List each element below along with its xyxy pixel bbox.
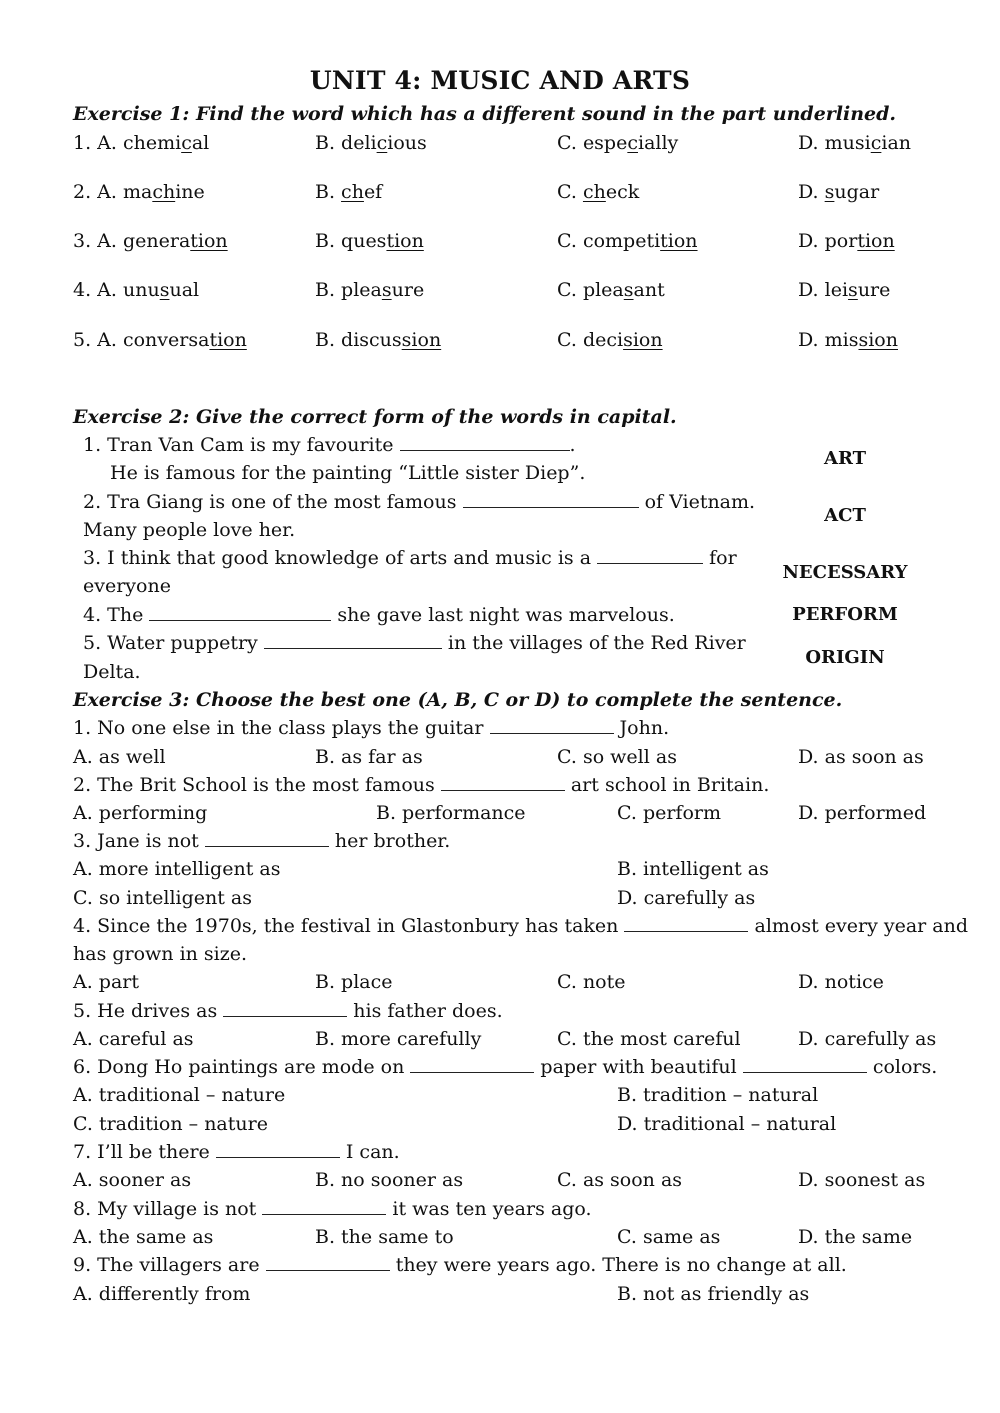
underlined-part: s (159, 279, 170, 301)
underlined-part: s (824, 181, 835, 203)
ex3-question-3: 3. Jane is not her brother. (73, 830, 451, 852)
option-a[interactable]: A. sooner as (73, 1169, 192, 1191)
ex1-q1-option-b[interactable]: B. delicious (315, 132, 427, 154)
ex1-q2-option-b[interactable]: B. chef (315, 181, 383, 203)
answer-blank[interactable] (441, 773, 565, 791)
option-d[interactable]: D. carefully as (798, 1028, 937, 1050)
ex1-q3-option-b[interactable]: B. question (315, 230, 424, 252)
ex2-question-5: 5. Water puppetry in the villages of the Red River (83, 632, 746, 654)
underlined-part: c (870, 132, 882, 154)
ex2-question-4: 4. The she gave last night was marvelous. (83, 604, 675, 626)
keyword-perform: PERFORM (792, 604, 898, 625)
exercise-3-heading: Exercise 3: Choose the best one (A, B, C or D) to complete the sentence. (73, 689, 843, 711)
option-d[interactable]: D. the same (798, 1226, 913, 1248)
option-a[interactable]: A. the same as (73, 1226, 214, 1248)
option-d[interactable]: D. soonest as (798, 1169, 926, 1191)
ex1-q5-option-a[interactable]: 5. A. conversation (73, 329, 247, 351)
keyword-necessary: NECESSARY (782, 562, 908, 583)
option-c[interactable]: C. note (557, 971, 626, 993)
ex1-q3-option-c[interactable]: C. competition (557, 230, 698, 252)
ex1-q2-option-d[interactable]: D. sugar (798, 181, 880, 203)
ex1-q4-option-d[interactable]: D. leisure (798, 279, 891, 301)
underlined-part: ch (341, 181, 364, 203)
option-a[interactable]: A. performing (73, 802, 208, 824)
option-a[interactable]: A. careful as (73, 1028, 194, 1050)
page-title: UNIT 4: MUSIC AND ARTS (309, 66, 691, 95)
ex3-question-1: 1. No one else in the class plays the guitar John. (73, 717, 670, 739)
underlined-part: c (627, 132, 638, 154)
ex1-q4-option-a[interactable]: 4. A. unusual (73, 279, 200, 301)
option-a[interactable]: A. part (73, 971, 140, 993)
ex3-question-7: 7. I’ll be there I can. (73, 1141, 400, 1163)
underlined-part: s (848, 279, 858, 301)
ex2-question-1: 1. Tran Van Cam is my favourite . (83, 434, 576, 456)
answer-blank[interactable] (149, 603, 331, 621)
ex1-q4-option-b[interactable]: B. pleasure (315, 279, 425, 301)
option-c[interactable]: C. as soon as (557, 1169, 683, 1191)
ex3-question-6: 6. Dong Ho paintings are mode on paper with beautiful colors. (73, 1056, 938, 1078)
ex2-question-3: 3. I think that good knowledge of arts and music is a for (83, 547, 737, 569)
option-d[interactable]: D. traditional – natural (617, 1113, 837, 1135)
underlined-part: tion (386, 230, 424, 252)
underlined-part: c (376, 132, 388, 154)
answer-blank[interactable] (223, 999, 347, 1017)
answer-blank[interactable] (490, 716, 614, 734)
underlined-part: ch (152, 181, 176, 203)
option-c[interactable]: C. same as (617, 1226, 721, 1248)
ex3-question-2: 2. The Brit School is the most famous art school in Britain. (73, 774, 770, 796)
exercise-1-heading: Exercise 1: Find the word which has a different sound in the part underlined. (73, 103, 897, 125)
ex2-question-2: 2. Tra Giang is one of the most famous of Vietnam. (83, 491, 756, 513)
underlined-part: sion (623, 329, 663, 351)
underlined-part: tion (857, 230, 895, 252)
ex1-q1-option-c[interactable]: C. especially (557, 132, 679, 154)
answer-blank[interactable] (400, 433, 570, 451)
option-b[interactable]: B. intelligent as (617, 858, 769, 880)
option-b[interactable]: B. performance (376, 802, 526, 824)
underlined-part: sion (401, 329, 442, 351)
underlined-part: s (623, 279, 634, 301)
ex1-q2-option-c[interactable]: C. check (557, 181, 640, 203)
ex1-q5-option-d[interactable]: D. mission (798, 329, 898, 351)
ex1-q4-option-c[interactable]: C. pleasant (557, 279, 665, 301)
underlined-part: c (181, 132, 192, 154)
option-d[interactable]: D. as soon as (798, 746, 924, 768)
ex1-q2-option-a[interactable]: 2. A. machine (73, 181, 205, 203)
option-c[interactable]: C. so intelligent as (73, 887, 252, 909)
option-a[interactable]: A. as well (73, 746, 166, 768)
ex1-q5-option-c[interactable]: C. decision (557, 329, 663, 351)
keyword-act: ACT (824, 505, 866, 526)
answer-blank[interactable] (264, 631, 442, 649)
option-b[interactable]: B. as far as (315, 746, 423, 768)
option-d[interactable]: D. performed (798, 802, 927, 824)
option-d[interactable]: D. carefully as (617, 887, 756, 909)
underlined-part: s (381, 279, 392, 301)
option-c[interactable]: C. the most careful (557, 1028, 741, 1050)
ex3-question-5: 5. He drives as his father does. (73, 1000, 503, 1022)
answer-blank[interactable] (743, 1055, 867, 1073)
option-c[interactable]: C. so well as (557, 746, 677, 768)
option-b[interactable]: B. not as friendly as (617, 1283, 810, 1305)
ex2-question-5-line-2: Delta. (83, 661, 141, 683)
underlined-part: tion (190, 230, 228, 252)
underlined-part: sion (858, 329, 898, 351)
ex2-question-2-line-2: Many people love her. (83, 519, 296, 541)
ex3-question-8: 8. My village is not it was ten years ago. (73, 1198, 592, 1220)
underlined-part: tion (209, 329, 247, 351)
option-b[interactable]: B. tradition – natural (617, 1084, 819, 1106)
option-b[interactable]: B. place (315, 971, 393, 993)
answer-blank[interactable] (205, 829, 329, 847)
answer-blank[interactable] (266, 1253, 390, 1271)
answer-blank[interactable] (463, 490, 639, 508)
ex1-q5-option-b[interactable]: B. discussion (315, 329, 442, 351)
exercise-2-heading: Exercise 2: Give the correct form of the words in capital. (73, 406, 677, 428)
ex3-question-4-line-2: has grown in size. (73, 943, 248, 965)
answer-blank[interactable] (624, 914, 748, 932)
option-a[interactable]: A. differently from (73, 1283, 251, 1305)
ex1-q1-option-d[interactable]: D. musician (798, 132, 912, 154)
underlined-part: ch (582, 181, 606, 203)
keyword-origin: ORIGIN (805, 647, 885, 668)
option-a[interactable]: A. more intelligent as (73, 858, 281, 880)
option-a[interactable]: A. traditional – nature (73, 1084, 286, 1106)
option-d[interactable]: D. notice (798, 971, 884, 993)
option-c[interactable]: C. perform (617, 802, 721, 824)
option-b[interactable]: B. no sooner as (315, 1169, 464, 1191)
answer-blank[interactable] (410, 1055, 534, 1073)
answer-blank[interactable] (597, 546, 703, 564)
ex1-q3-option-a[interactable]: 3. A. generation (73, 230, 228, 252)
ex2-question-3-line-2: everyone (83, 575, 171, 597)
ex1-q1-option-a[interactable]: 1. A. chemical (73, 132, 210, 154)
option-b[interactable]: B. the same to (315, 1226, 454, 1248)
ex1-q3-option-d[interactable]: D. portion (798, 230, 895, 252)
keyword-art: ART (823, 448, 866, 469)
ex3-question-4: 4. Since the 1970s, the festival in Glastonbury has taken almost every year and (73, 915, 969, 937)
option-c[interactable]: C. tradition – nature (73, 1113, 268, 1135)
underlined-part: tion (660, 230, 698, 252)
ex3-question-9: 9. The villagers are they were years ago. There is no change at all. (73, 1254, 847, 1276)
option-b[interactable]: B. more carefully (315, 1028, 482, 1050)
answer-blank[interactable] (216, 1140, 340, 1158)
answer-blank[interactable] (262, 1197, 386, 1215)
ex2-question-1-line-2: He is famous for the painting “Little sister Diep”. (110, 462, 586, 484)
